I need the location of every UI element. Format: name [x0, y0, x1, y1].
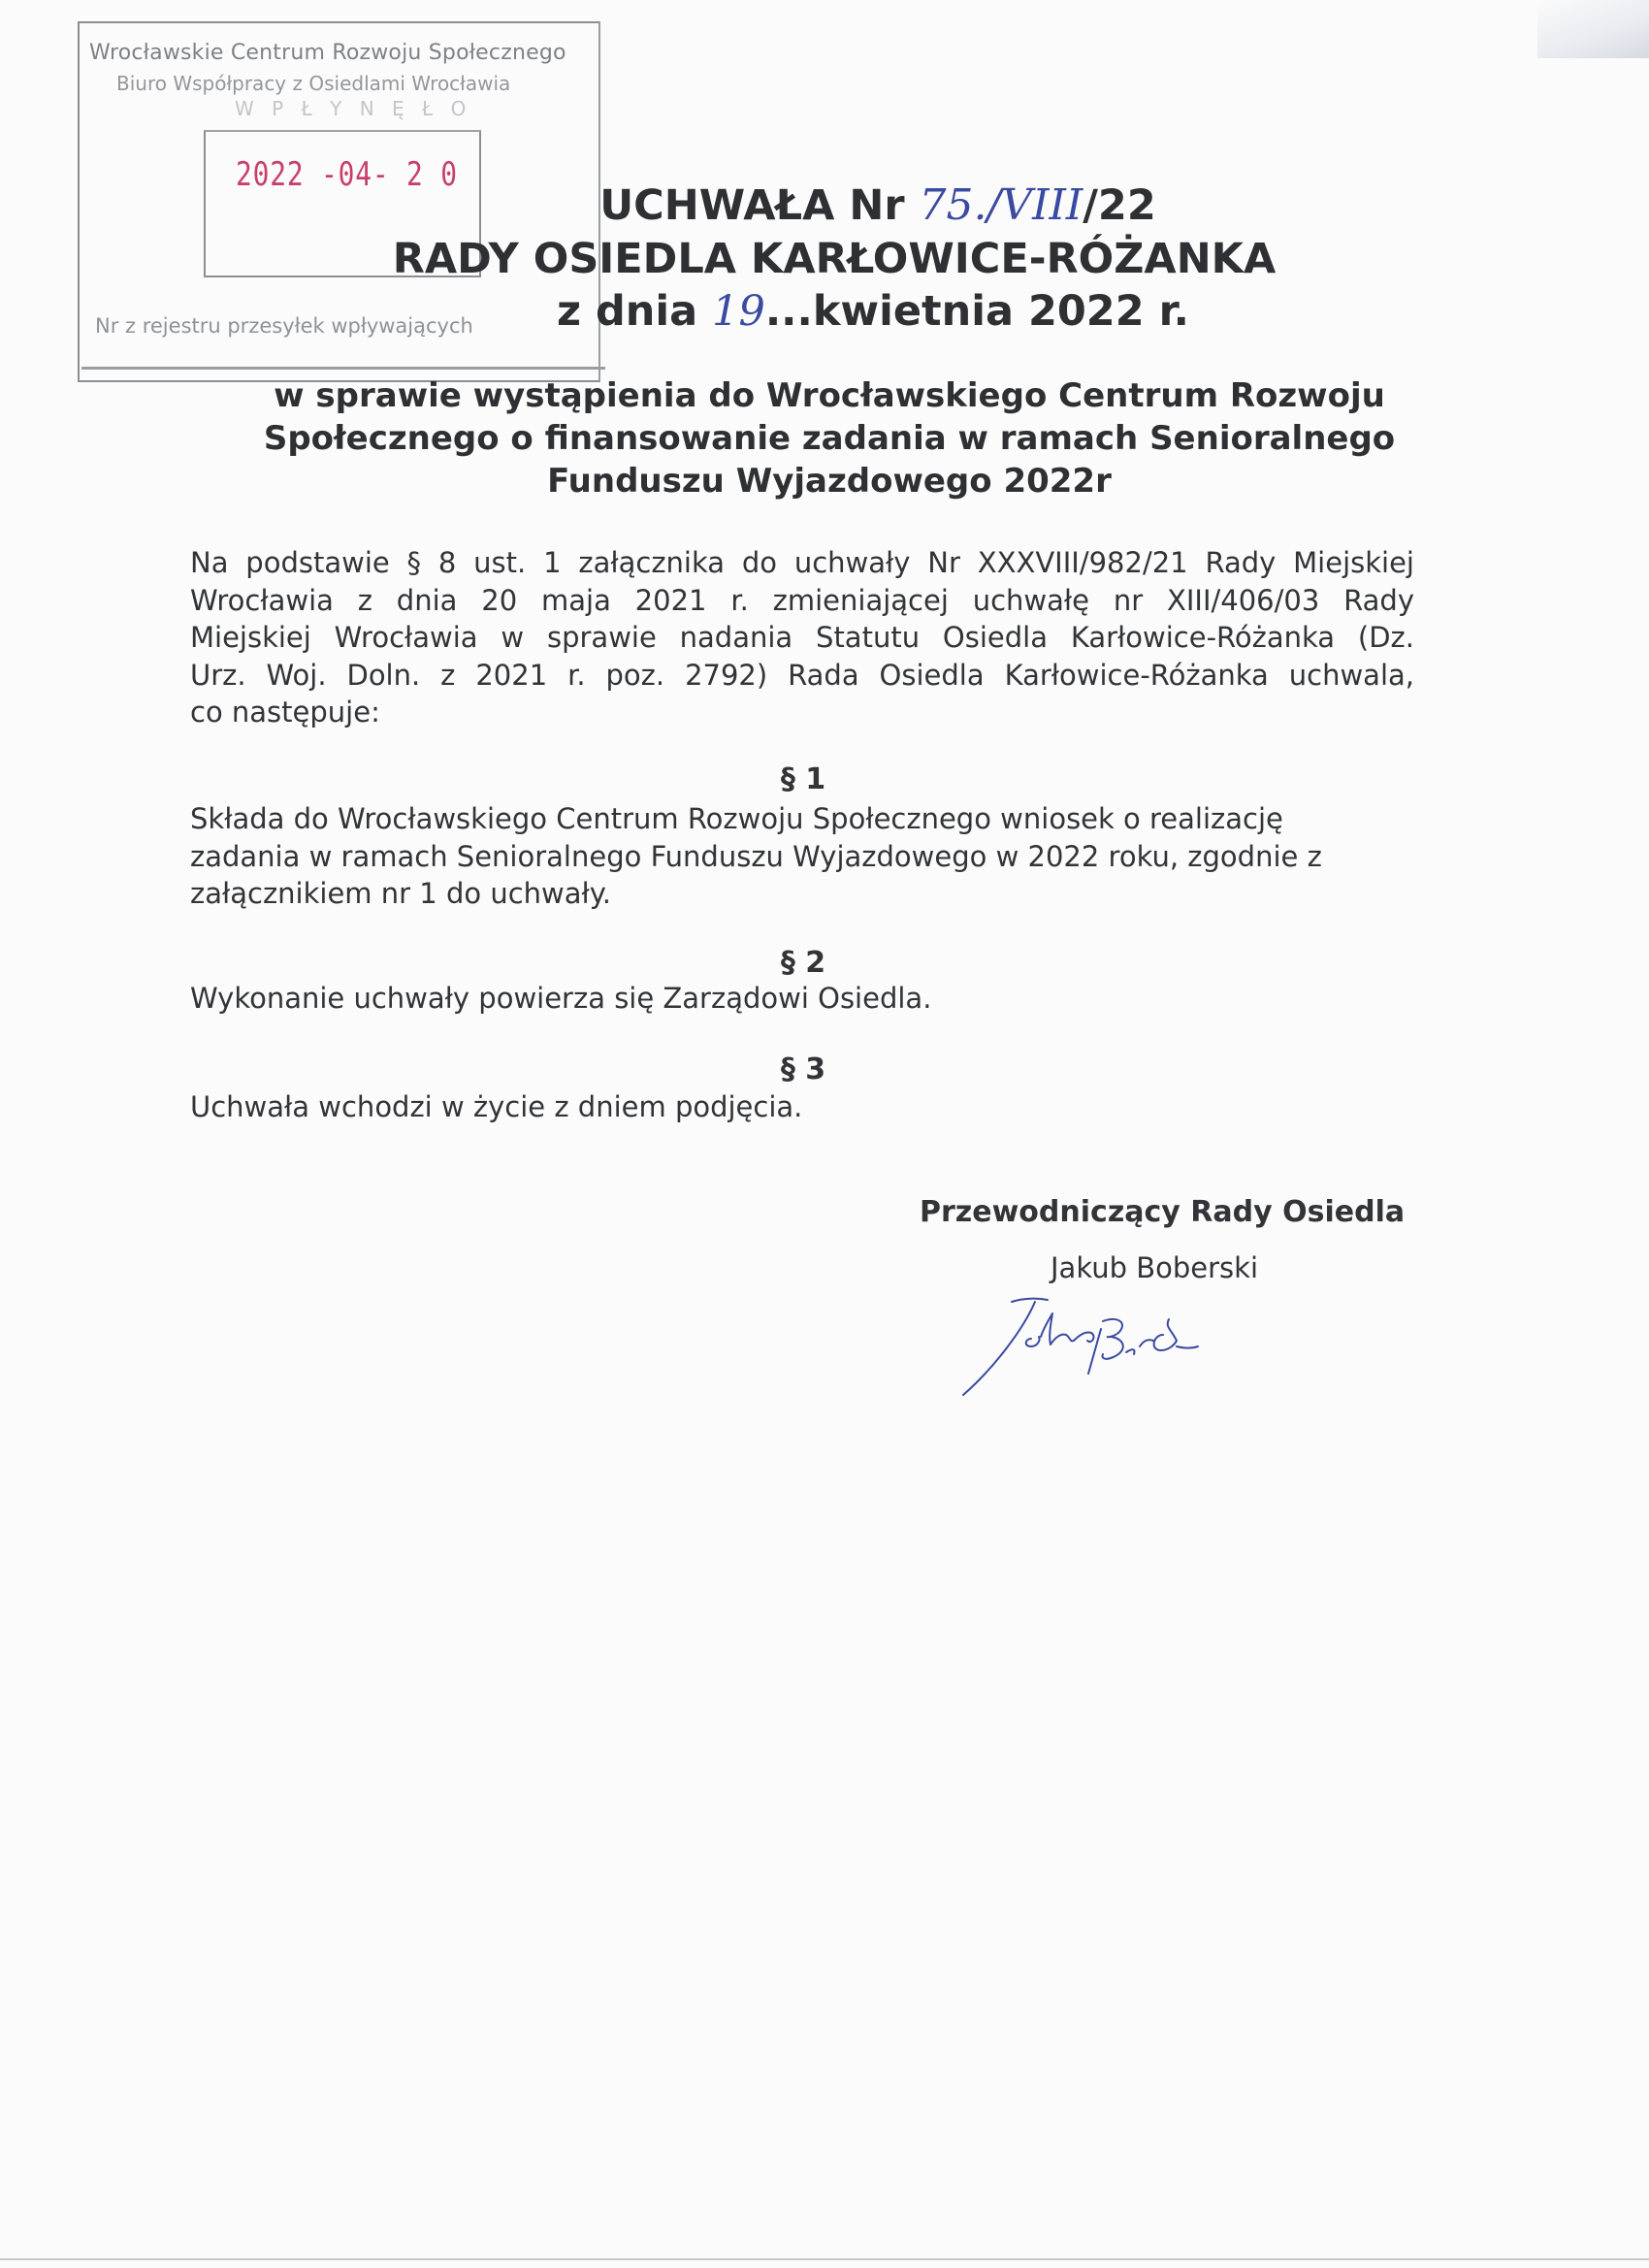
section-2-text: Wykonanie uchwały powierza się Zarządowi Osiedla.: [190, 982, 932, 1015]
date-suffix: ...kwietnia 2022 r.: [764, 287, 1190, 336]
scan-bottom-edge: [0, 2258, 1649, 2260]
stamp-date: 2022 -04- 2 0: [236, 155, 458, 194]
stamp-received: W P Ł Y N Ę Ł O: [235, 97, 472, 120]
paragraph-line: co następuje:: [190, 696, 380, 729]
paragraph-line: Miejskiej Wrocławia w sprawie nadania Statutu Osiedla Karłowice-Różanka (Dz.: [190, 621, 1414, 654]
section-1-heading: § 1: [780, 762, 826, 796]
section-3-text: Uchwała wchodzi w życie z dniem podjęcia.: [190, 1090, 803, 1123]
handwritten-signature: [955, 1290, 1324, 1407]
signatory-title: Przewodniczący Rady Osiedla: [920, 1195, 1406, 1229]
paragraph-line: Składa do Wrocławskiego Centrum Rozwoju Społecznego wniosek o realizację: [190, 802, 1283, 835]
stamp-office: Biuro Współpracy z Osiedlami Wrocławia: [116, 72, 511, 95]
subject-line: w sprawie wystąpienia do Wrocławskiego Centrum Rozwoju: [274, 376, 1385, 415]
stamp-institution: Wrocławskie Centrum Rozwoju Społecznego: [89, 41, 566, 65]
handwritten-number: 75./VIII: [919, 180, 1083, 230]
paragraph-line: Wrocławia z dnia 20 maja 2021 r. zmieniającej uchwałę nr XIII/406/03 Rady: [190, 583, 1414, 617]
scan-corner-shadow: [1537, 0, 1649, 58]
section-2-heading: § 2: [780, 946, 826, 980]
subject-line: Społecznego o finansowanie zadania w ramach Senioralnego: [263, 419, 1396, 458]
handwritten-day: 19: [712, 287, 765, 336]
section-3-heading: § 3: [780, 1053, 826, 1086]
stamp-bottom-line: [81, 367, 605, 370]
stamp-registry-label: Nr z rejestru przesyłek wpływających: [95, 314, 473, 338]
date-prefix: z dnia: [556, 287, 713, 336]
resolution-number: [53, 180, 1649, 230]
resolution-subject: [194, 374, 1465, 502]
paragraph-line: Na podstawie § 8 ust. 1 załącznika do uchwały Nr XXXVIII/982/21 Rady Miejskiej: [190, 546, 1414, 579]
subject-line: Funduszu Wyjazdowego 2022r: [547, 462, 1112, 501]
paragraph-line: Urz. Woj. Doln. z 2021 r. poz. 2792) Rada Osiedla Karłowice-Różanka uchwala,: [190, 658, 1414, 692]
council-name: RADY OSIEDLA KARŁOWICE-RÓŻANKA: [392, 235, 1277, 283]
section-1-text: [190, 800, 1414, 913]
paragraph-line: załącznikiem nr 1 do uchwały.: [190, 877, 612, 910]
paragraph-line: zadania w ramach Senioralnego Funduszu Wyjazdowego w 2022 roku, zgodnie z: [190, 839, 1322, 873]
resolution-date: [48, 287, 1649, 336]
signatory-name: Jakub Boberski: [1051, 1251, 1259, 1284]
title-suffix: /22: [1083, 181, 1156, 230]
legal-basis-paragraph: [190, 544, 1414, 731]
title-prefix: UCHWAŁA Nr: [599, 181, 920, 230]
